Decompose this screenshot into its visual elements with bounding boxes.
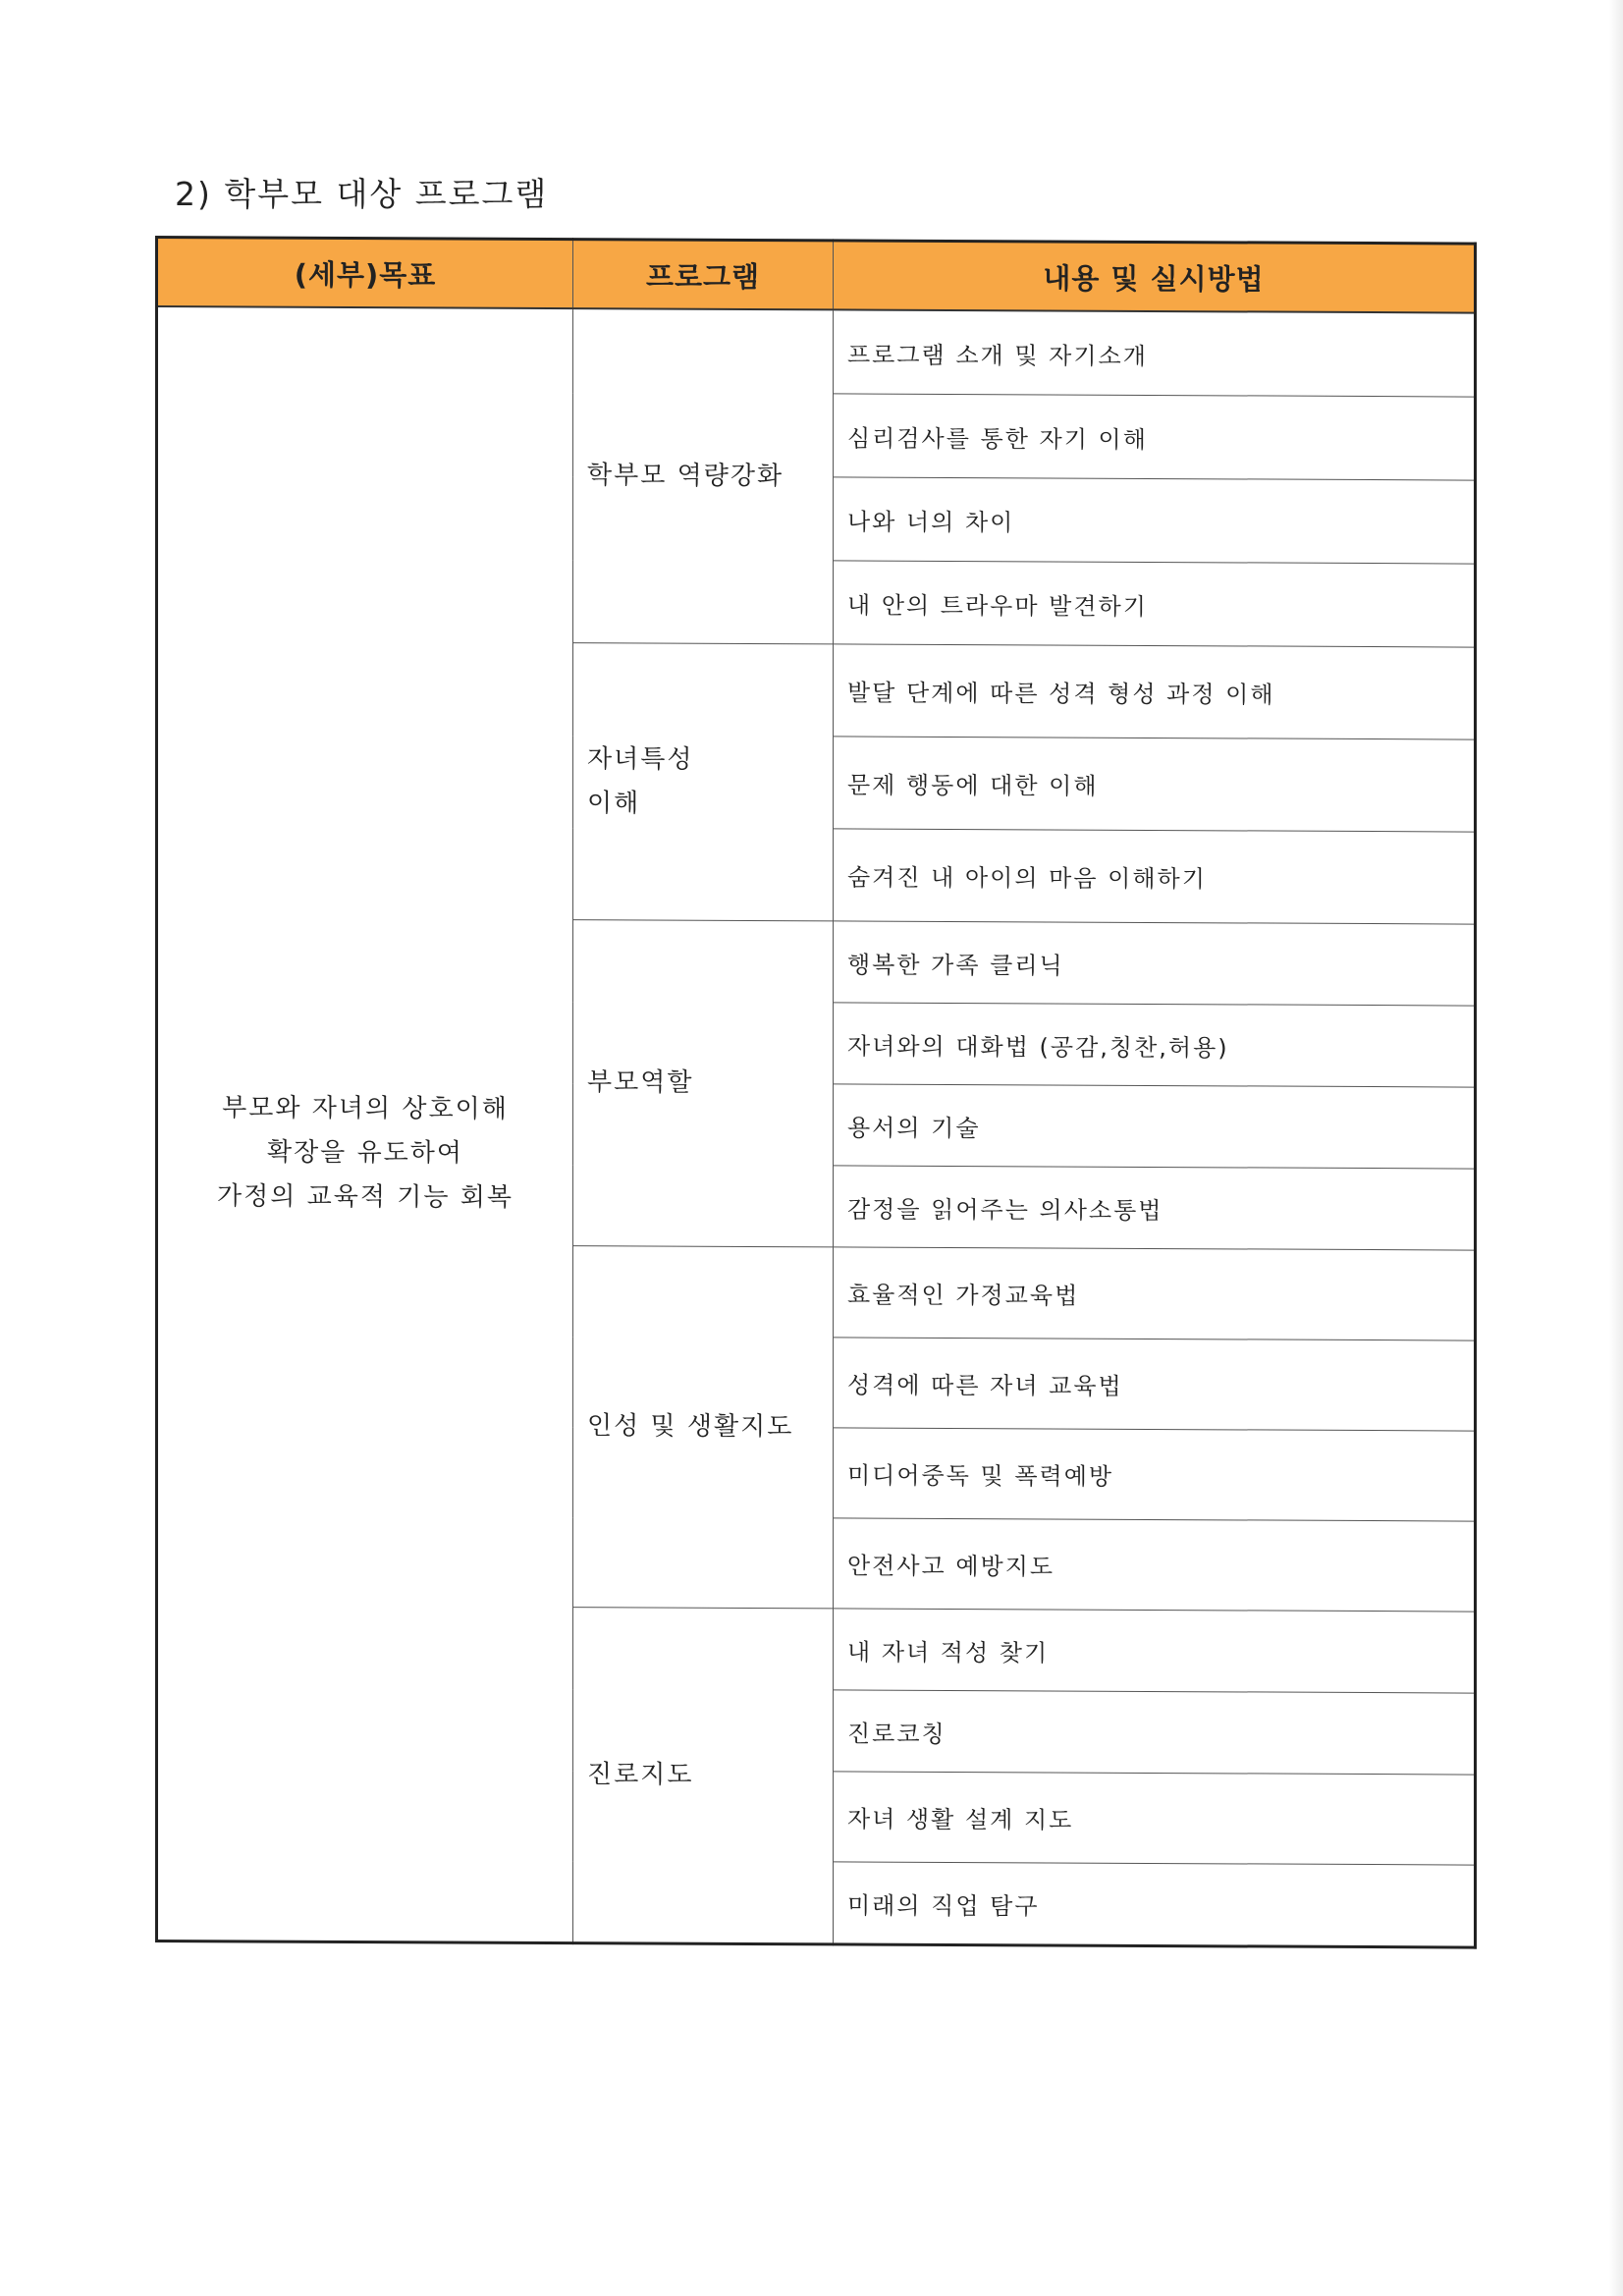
- content-cell: 발달 단계에 따른 성격 형성 과정 이해: [834, 644, 1476, 739]
- content-cell: 자녀와의 대화법 (공감,칭찬,허용): [834, 1003, 1476, 1087]
- program-cell: [573, 308, 834, 644]
- goal-cell: [157, 306, 573, 1943]
- program-label: 진로지도: [587, 1759, 694, 1790]
- program-cell: [573, 1246, 834, 1609]
- content-cell: 나와 너의 차이: [834, 477, 1476, 564]
- content-cell: 문제 행동에 대한 이해: [834, 737, 1476, 832]
- program-cell: [573, 643, 834, 921]
- program-cell: [573, 1608, 834, 1944]
- program-label: 이해: [587, 788, 641, 818]
- program-label: 인성 및 생활지도: [587, 1411, 794, 1443]
- program-label: 학부모 역량강화: [587, 461, 784, 492]
- program-cell: [573, 920, 834, 1247]
- content-cell: 자녀 생활 설계 지도: [834, 1772, 1476, 1865]
- goal-line: 부모와 자녀의 상호이해: [222, 1093, 509, 1124]
- content-cell: 내 자녀 적성 찾기: [834, 1609, 1476, 1693]
- content-cell: 진로코칭: [834, 1690, 1476, 1775]
- program-table-wrapper: [155, 236, 1477, 1949]
- content-cell: 숨겨진 내 아이의 마음 이해하기: [834, 829, 1476, 924]
- content-cell: 감정을 읽어주는 의사소통법: [834, 1166, 1476, 1250]
- program-label: 부모역할: [587, 1067, 694, 1098]
- content-cell: 효율적인 가정교육법: [834, 1247, 1476, 1340]
- page-edge-shadow: [1609, 0, 1623, 2296]
- content-cell: 심리검사를 통한 자기 이해: [834, 394, 1476, 480]
- content-cell: 내 안의 트라우마 발견하기: [834, 561, 1476, 647]
- content-cell: 성격에 따른 자녀 교육법: [834, 1338, 1476, 1431]
- table-header-row: [157, 238, 1476, 313]
- content-cell: 용서의 기술: [834, 1084, 1476, 1169]
- content-cell: 행복한 가족 클리닉: [834, 921, 1476, 1006]
- goal-line: 확장을 유도하여: [266, 1137, 464, 1169]
- goal-line: 가정의 교육적 기능 회복: [217, 1181, 514, 1213]
- content-cell: 안전사고 예방지도: [834, 1518, 1476, 1612]
- content-cell: 미래의 직업 탐구: [834, 1862, 1476, 1947]
- content-cell: 미디어중독 및 폭력예방: [834, 1428, 1476, 1521]
- program-label: 자녀특성: [587, 743, 694, 775]
- content-cell: 프로그램 소개 및 자기소개: [834, 309, 1476, 397]
- header-goal: (세부)목표: [157, 238, 573, 309]
- program-table: [155, 236, 1477, 1949]
- table-row: [157, 306, 1476, 397]
- section-heading: 2) 학부모 대상 프로그램: [175, 175, 549, 213]
- header-program: 프로그램: [573, 240, 834, 310]
- header-content: 내용 및 실시방법: [834, 241, 1476, 313]
